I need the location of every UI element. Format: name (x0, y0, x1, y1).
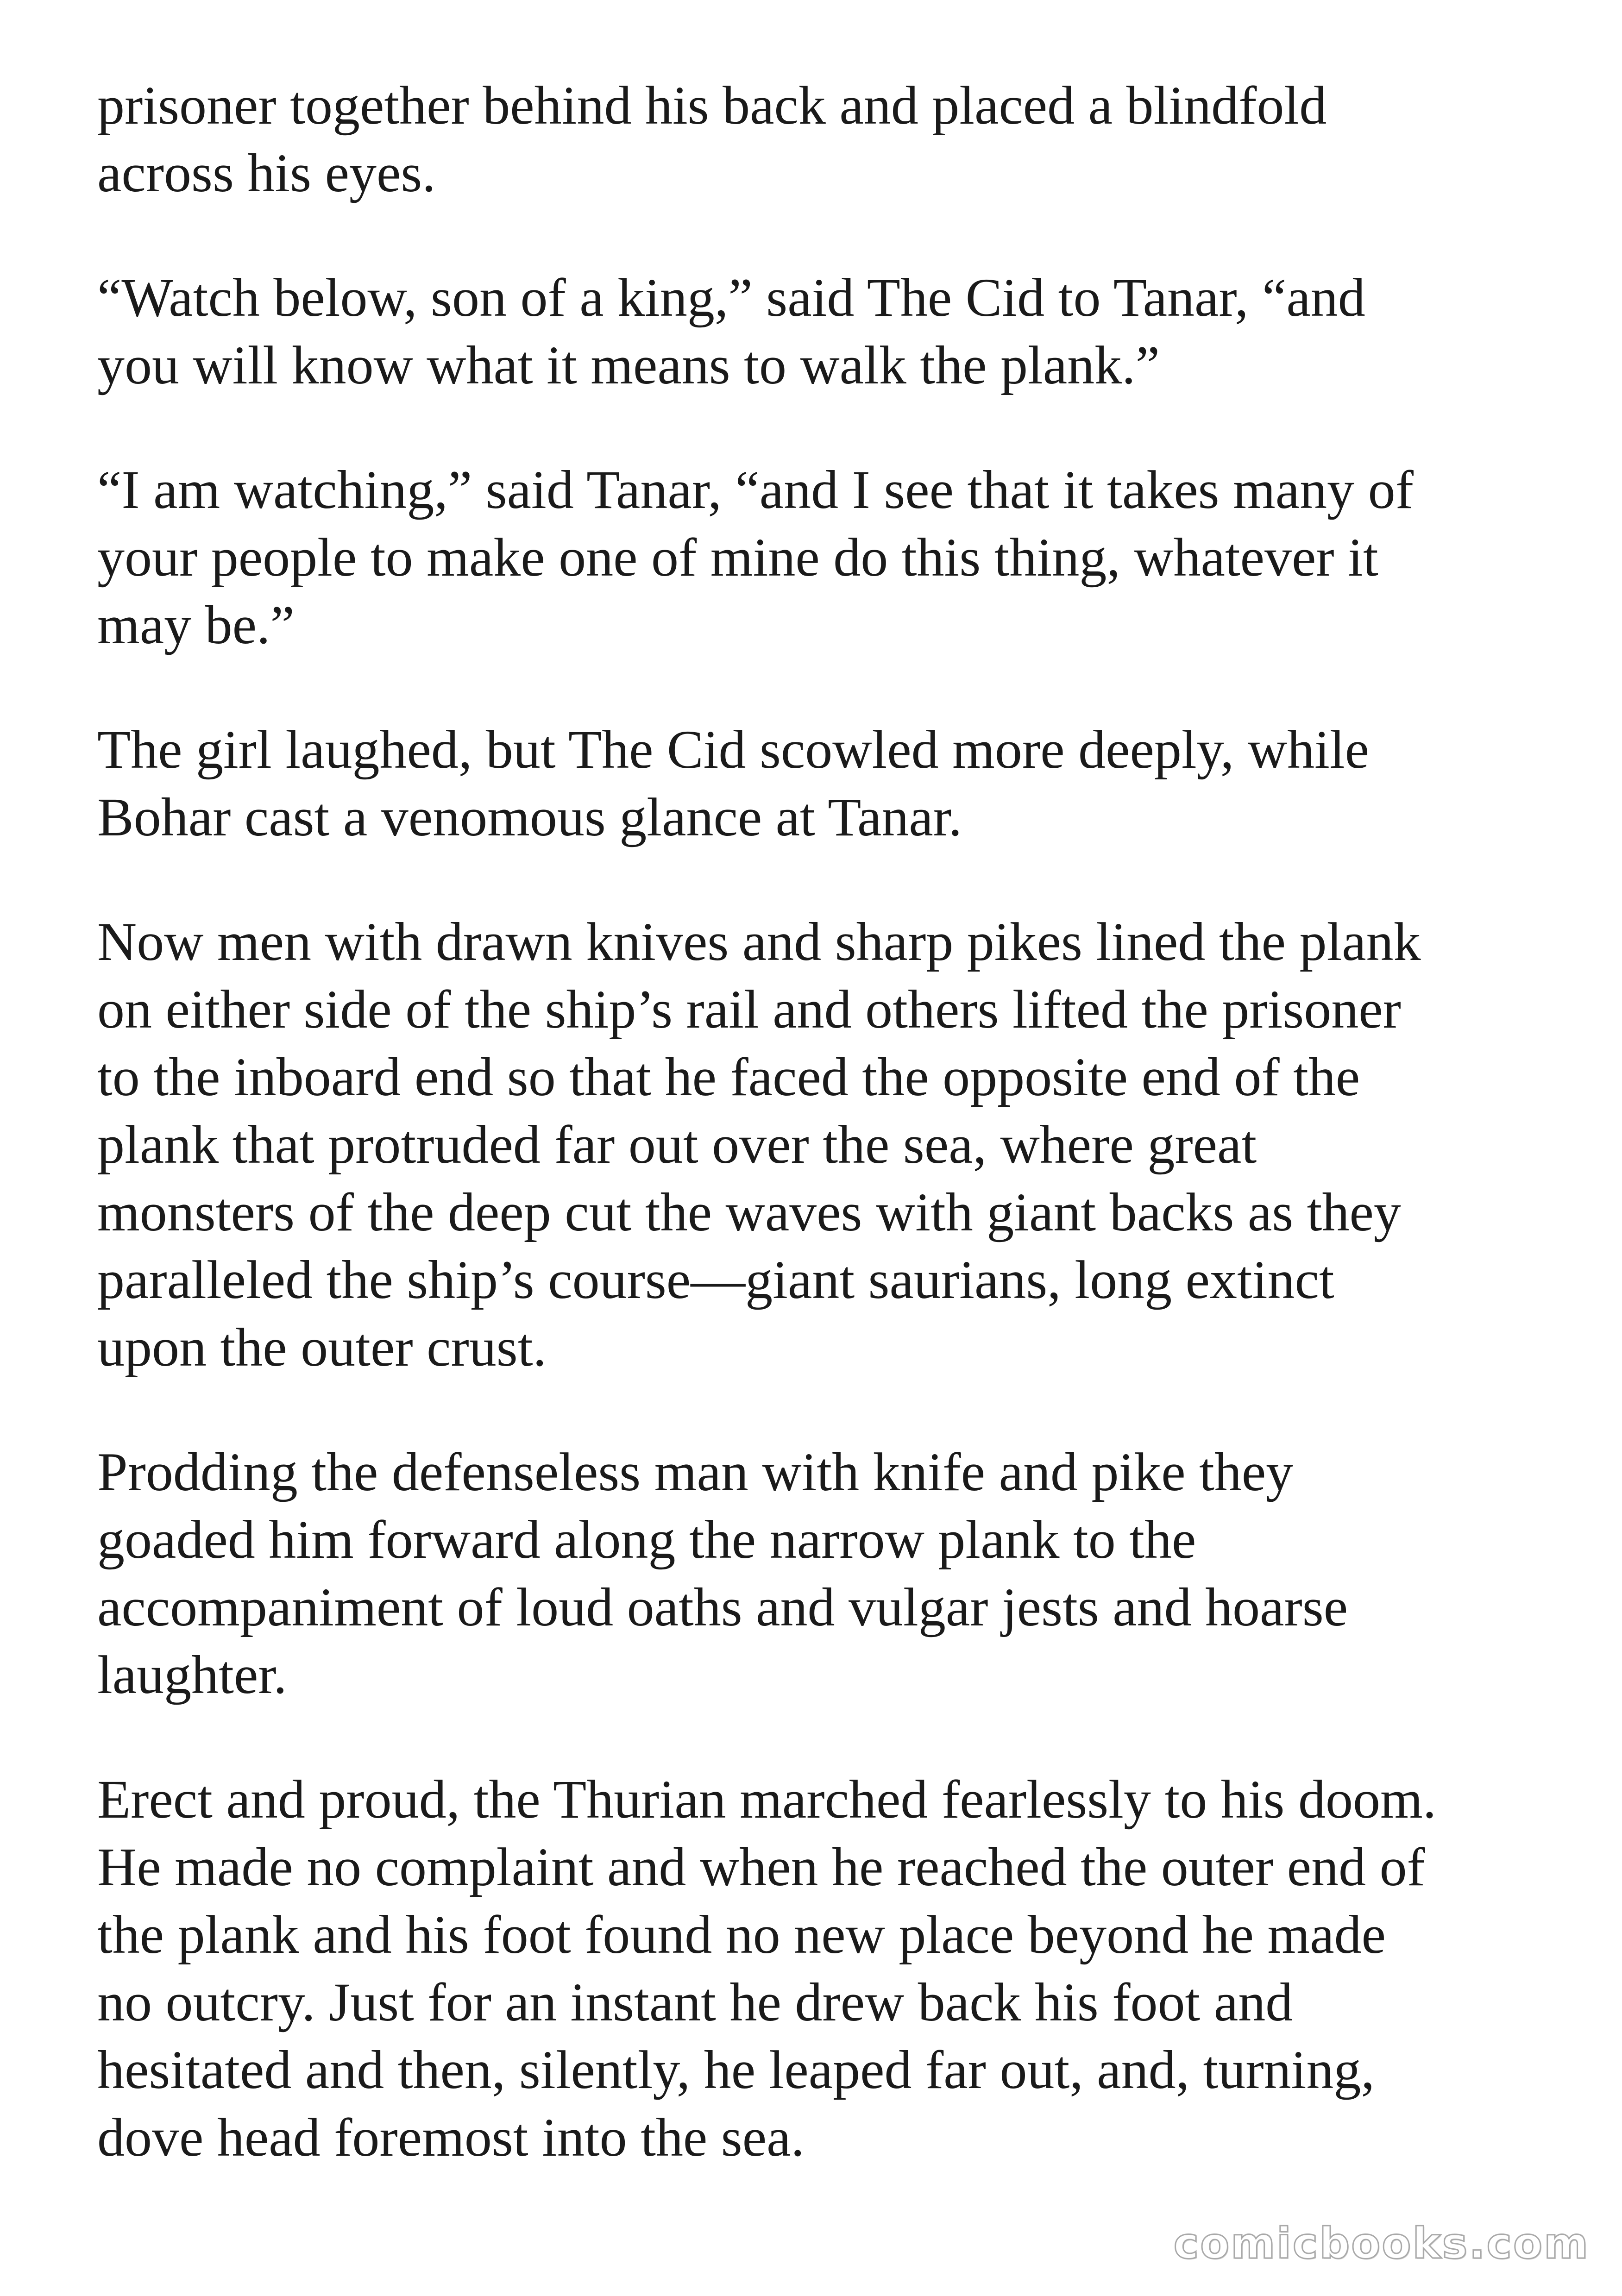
paragraph (97, 908, 1538, 1381)
text-line: “I am watching,” said Tanar, “and I see that it takes many of (97, 459, 1414, 520)
text-line: “Watch below, son of a king,” said The Cid to Tanar, “and (97, 267, 1365, 328)
text-line: accompaniment of loud oaths and vulgar jests and hoarse (97, 1577, 1348, 1637)
paragraph (97, 72, 1538, 207)
text-line: the plank and his foot found no new place beyond he made (97, 1904, 1386, 1965)
paragraph (97, 1766, 1538, 2171)
text-line: your people to make one of mine do this thing, whatever it (97, 527, 1378, 588)
text-line: paralleled the ship’s course—giant saurians, long extinct (97, 1249, 1334, 1310)
text-line: The girl laughed, but The Cid scowled more deeply, while (97, 719, 1370, 780)
paragraph (97, 456, 1538, 659)
text-line: may be.” (97, 595, 295, 655)
text-line: no outcry. Just for an instant he drew back his foot and (97, 1972, 1293, 2033)
text-line: Bohar cast a venomous glance at Tanar. (97, 787, 962, 847)
text-line: laughter. (97, 1644, 287, 1705)
paragraph (97, 716, 1538, 851)
text-line: upon the outer crust. (97, 1317, 547, 1378)
text-line: plank that protruded far out over the sea, where great (97, 1114, 1257, 1175)
page-text (97, 72, 1538, 2228)
paragraph (97, 1438, 1538, 1709)
text-line: Now men with drawn knives and sharp pikes lined the plank (97, 911, 1421, 972)
text-line: to the inboard end so that he faced the opposite end of the (97, 1047, 1360, 1107)
watermark-logo: comicbooks.com (1173, 2219, 1590, 2268)
text-line: dove head foremost into the sea. (97, 2107, 805, 2168)
paragraph (97, 264, 1538, 399)
text-line: across his eyes. (97, 143, 436, 203)
text-line: Erect and proud, the Thurian marched fearlessly to his doom. (97, 1769, 1437, 1830)
text-line: monsters of the deep cut the waves with giant backs as they (97, 1182, 1401, 1242)
text-line: goaded him forward along the narrow plank to the (97, 1509, 1196, 1570)
text-line: hesitated and then, silently, he leaped far out, and, turning, (97, 2039, 1375, 2100)
text-line: Prodding the defenseless man with knife and pike they (97, 1442, 1294, 1502)
text-line: you will know what it means to walk the plank.” (97, 335, 1160, 395)
text-line: on either side of the ship’s rail and others lifted the prisoner (97, 979, 1401, 1040)
text-line: prisoner together behind his back and placed a blindfold (97, 75, 1327, 136)
text-line: He made no complaint and when he reached the outer end of (97, 1837, 1425, 1897)
